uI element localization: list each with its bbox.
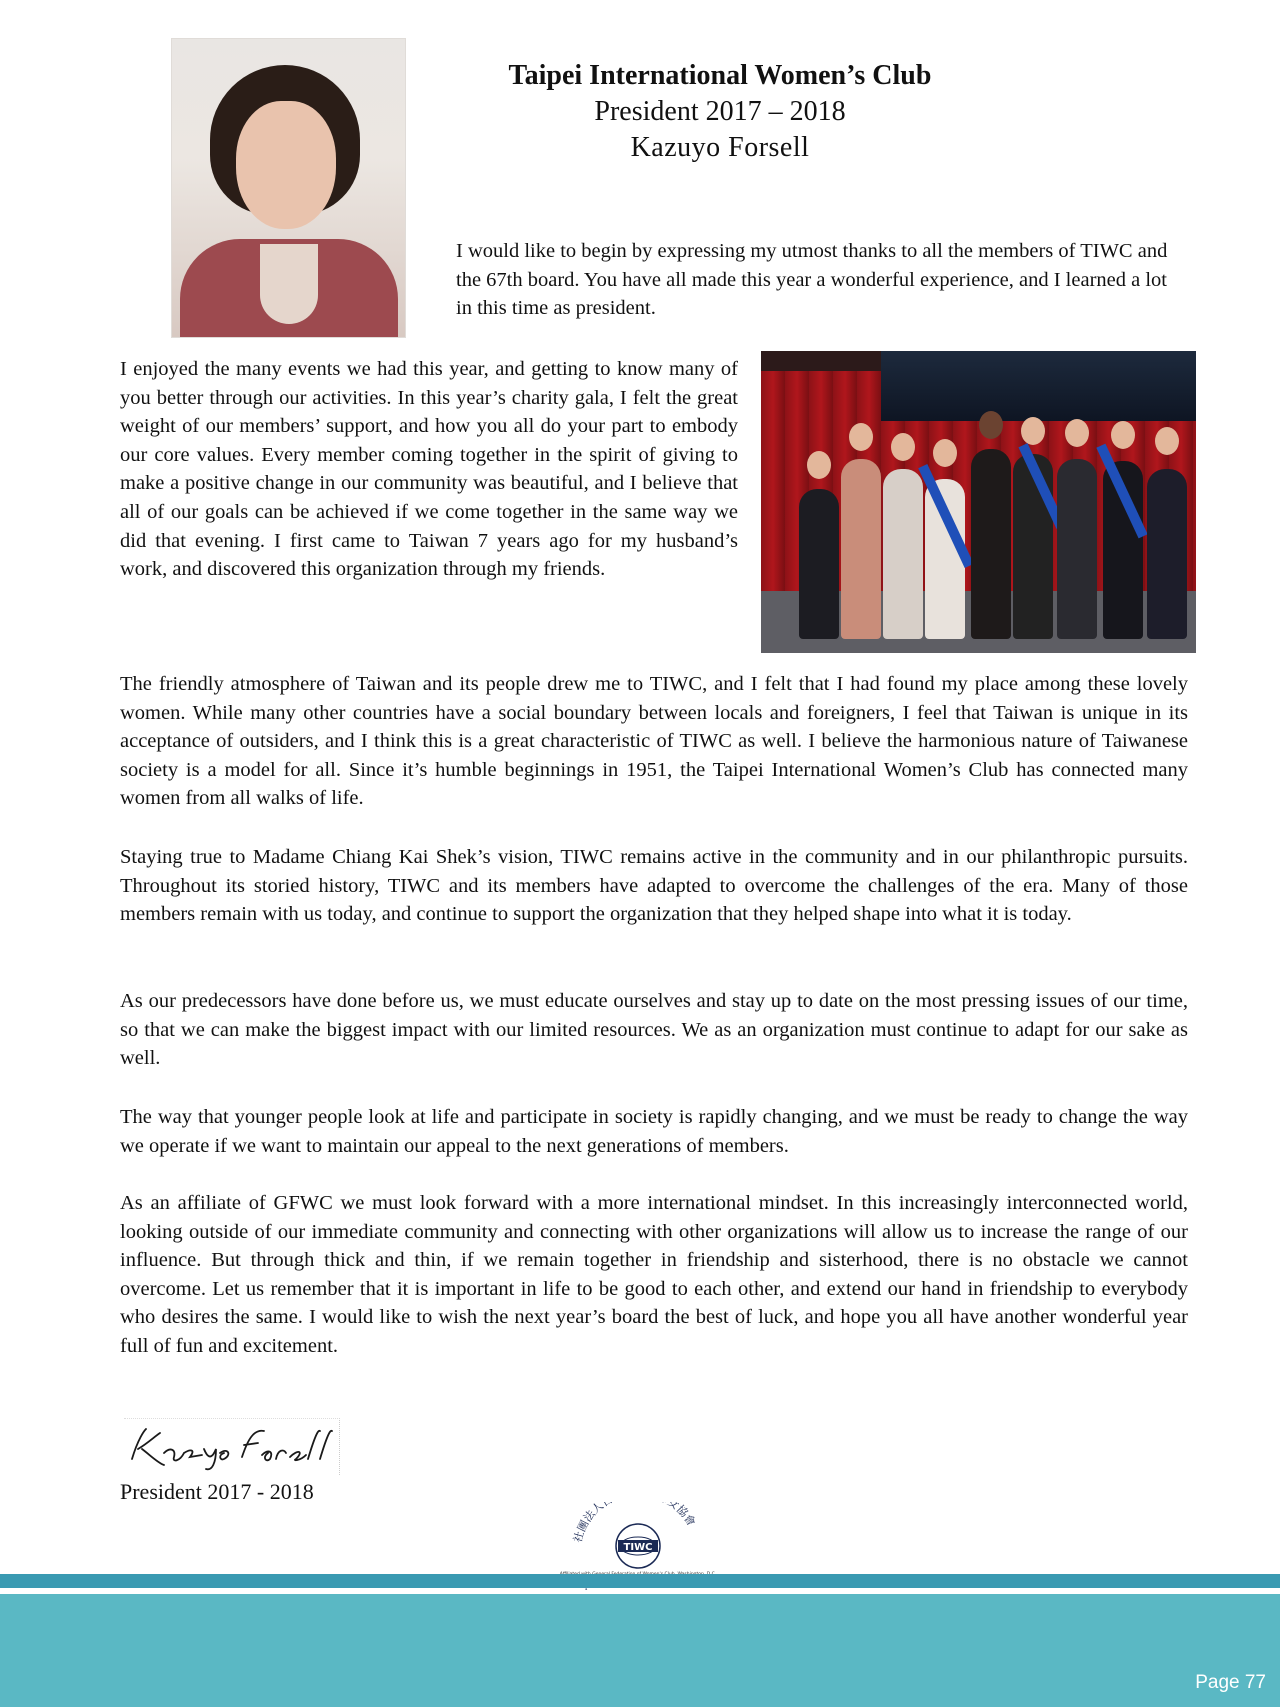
portrait-blouse bbox=[260, 244, 318, 324]
charity-gala-photo bbox=[761, 351, 1196, 653]
gala-person-head bbox=[849, 423, 873, 451]
gala-person bbox=[799, 489, 839, 639]
friendly-paragraph: The friendly atmosphere of Taiwan and its people drew me to TIWC, and I felt that I had found my place among these lovely women. While many other countries have a social boundary between locals and foreigners, I feel that Taiwan is unique in its acceptance of outsiders, and I think this is a great characteristic of TIWC as well. I believe the harmonious nature of Taiwanese society is a model for all. Since it’s humble beginnings in 1951, the Taipei International Women’s Club has connected many women from all walks of life. bbox=[120, 673, 1188, 810]
gala-person-head bbox=[891, 433, 915, 461]
gala-person bbox=[1013, 454, 1053, 639]
signature-title: President 2017 - 2018 bbox=[120, 1479, 314, 1504]
president-name: Kazuyo Forsell bbox=[630, 132, 810, 163]
gala-person-head bbox=[1021, 417, 1045, 445]
handwritten-signature bbox=[124, 1418, 340, 1475]
events-paragraph: I enjoyed the many events we had this year, and getting to know many of you better through our activities. In this year’s charity gala, I felt the great weight of our members’ support, and how you all do your part to embody our core values. Every member coming together in the spirit of giving to make a positive change in our community was beautiful, and I believe that all of our goals can be achieved if we come together in the same way we did that evening. I first came to Taiwan 7 years ago for my husband’s work, and discovered this organization through my friends. bbox=[120, 358, 738, 581]
predecessors-paragraph: As our predecessors have done before us, we must educate ourselves and stay up to date on the most pressing issues of our time, so that we can make the biggest impact with our limited resources. We as an organization must continue to adapt for our sake as well. bbox=[120, 990, 1188, 1070]
staying-paragraph: Staying true to Madame Chiang Kai Shek’s vision, TIWC remains active in the community and in our philanthropic pursuits. Throughout its storied history, TIWC and its members have adapted to overcome the challenges of the era. Many of those members remain with us today, and continue to support the organization that they helped shape into what it is today. bbox=[120, 846, 1188, 926]
svg-text:TIWC: TIWC bbox=[623, 1542, 653, 1553]
footer-accent-line bbox=[0, 1574, 1280, 1588]
signature-scribble bbox=[124, 1419, 339, 1475]
gala-person bbox=[883, 469, 923, 639]
gala-person bbox=[841, 459, 881, 639]
gala-person-head bbox=[1155, 427, 1179, 455]
gala-person bbox=[971, 449, 1011, 639]
gala-person-head bbox=[1065, 419, 1089, 447]
gala-person-head bbox=[807, 451, 831, 479]
gfwc-paragraph: As an affiliate of GFWC we must look forward with a more international mindset. In this increasingly interconnected world, looking outside of our immediate community and connecting with other organizations will allow us to increase the range of our influence. But through thick and thin, if we remain together in friendship and sisterhood, there is no obstacle we cannot overcome. Let us remember that it is important in life to be good to each other, and extend our hand in friendship to everybody who desires the same. I would like to wish the next year’s board the best of luck, and hope you all have another wonderful year full of fun and excitement. bbox=[120, 1192, 1188, 1357]
portrait-face bbox=[236, 101, 336, 229]
gala-person-head bbox=[1111, 421, 1135, 449]
footer-band bbox=[0, 1594, 1280, 1707]
gala-person-head bbox=[933, 439, 957, 467]
svg-text:社團法人台北市國際婦女協會: 社團法人 女協會 bbox=[571, 1502, 698, 1544]
stage-screen bbox=[881, 351, 1196, 421]
gala-person bbox=[1057, 459, 1097, 639]
tiwc-emblem-icon bbox=[558, 1502, 718, 1572]
gala-person bbox=[1147, 469, 1187, 639]
president-term: President 2017 – 2018 bbox=[594, 96, 846, 127]
intro-paragraph: I would like to begin by expressing my utmost thanks to all the members of TIWC and the 67th board. You have all made this year a wonderful experience, and I learned a lot in this time as president. bbox=[456, 240, 1168, 320]
page-number: Page 77 bbox=[1195, 1672, 1266, 1693]
younger-paragraph: The way that younger people look at life and participate in society is rapidly changing, and we must be ready to change the way we operate if we want to maintain our appeal to the next generations of members. bbox=[120, 1106, 1188, 1157]
club-name: Taipei International Women’s Club bbox=[508, 60, 932, 91]
gala-person-head bbox=[979, 411, 1003, 439]
president-portrait bbox=[171, 38, 406, 338]
title-block bbox=[420, 58, 1020, 166]
